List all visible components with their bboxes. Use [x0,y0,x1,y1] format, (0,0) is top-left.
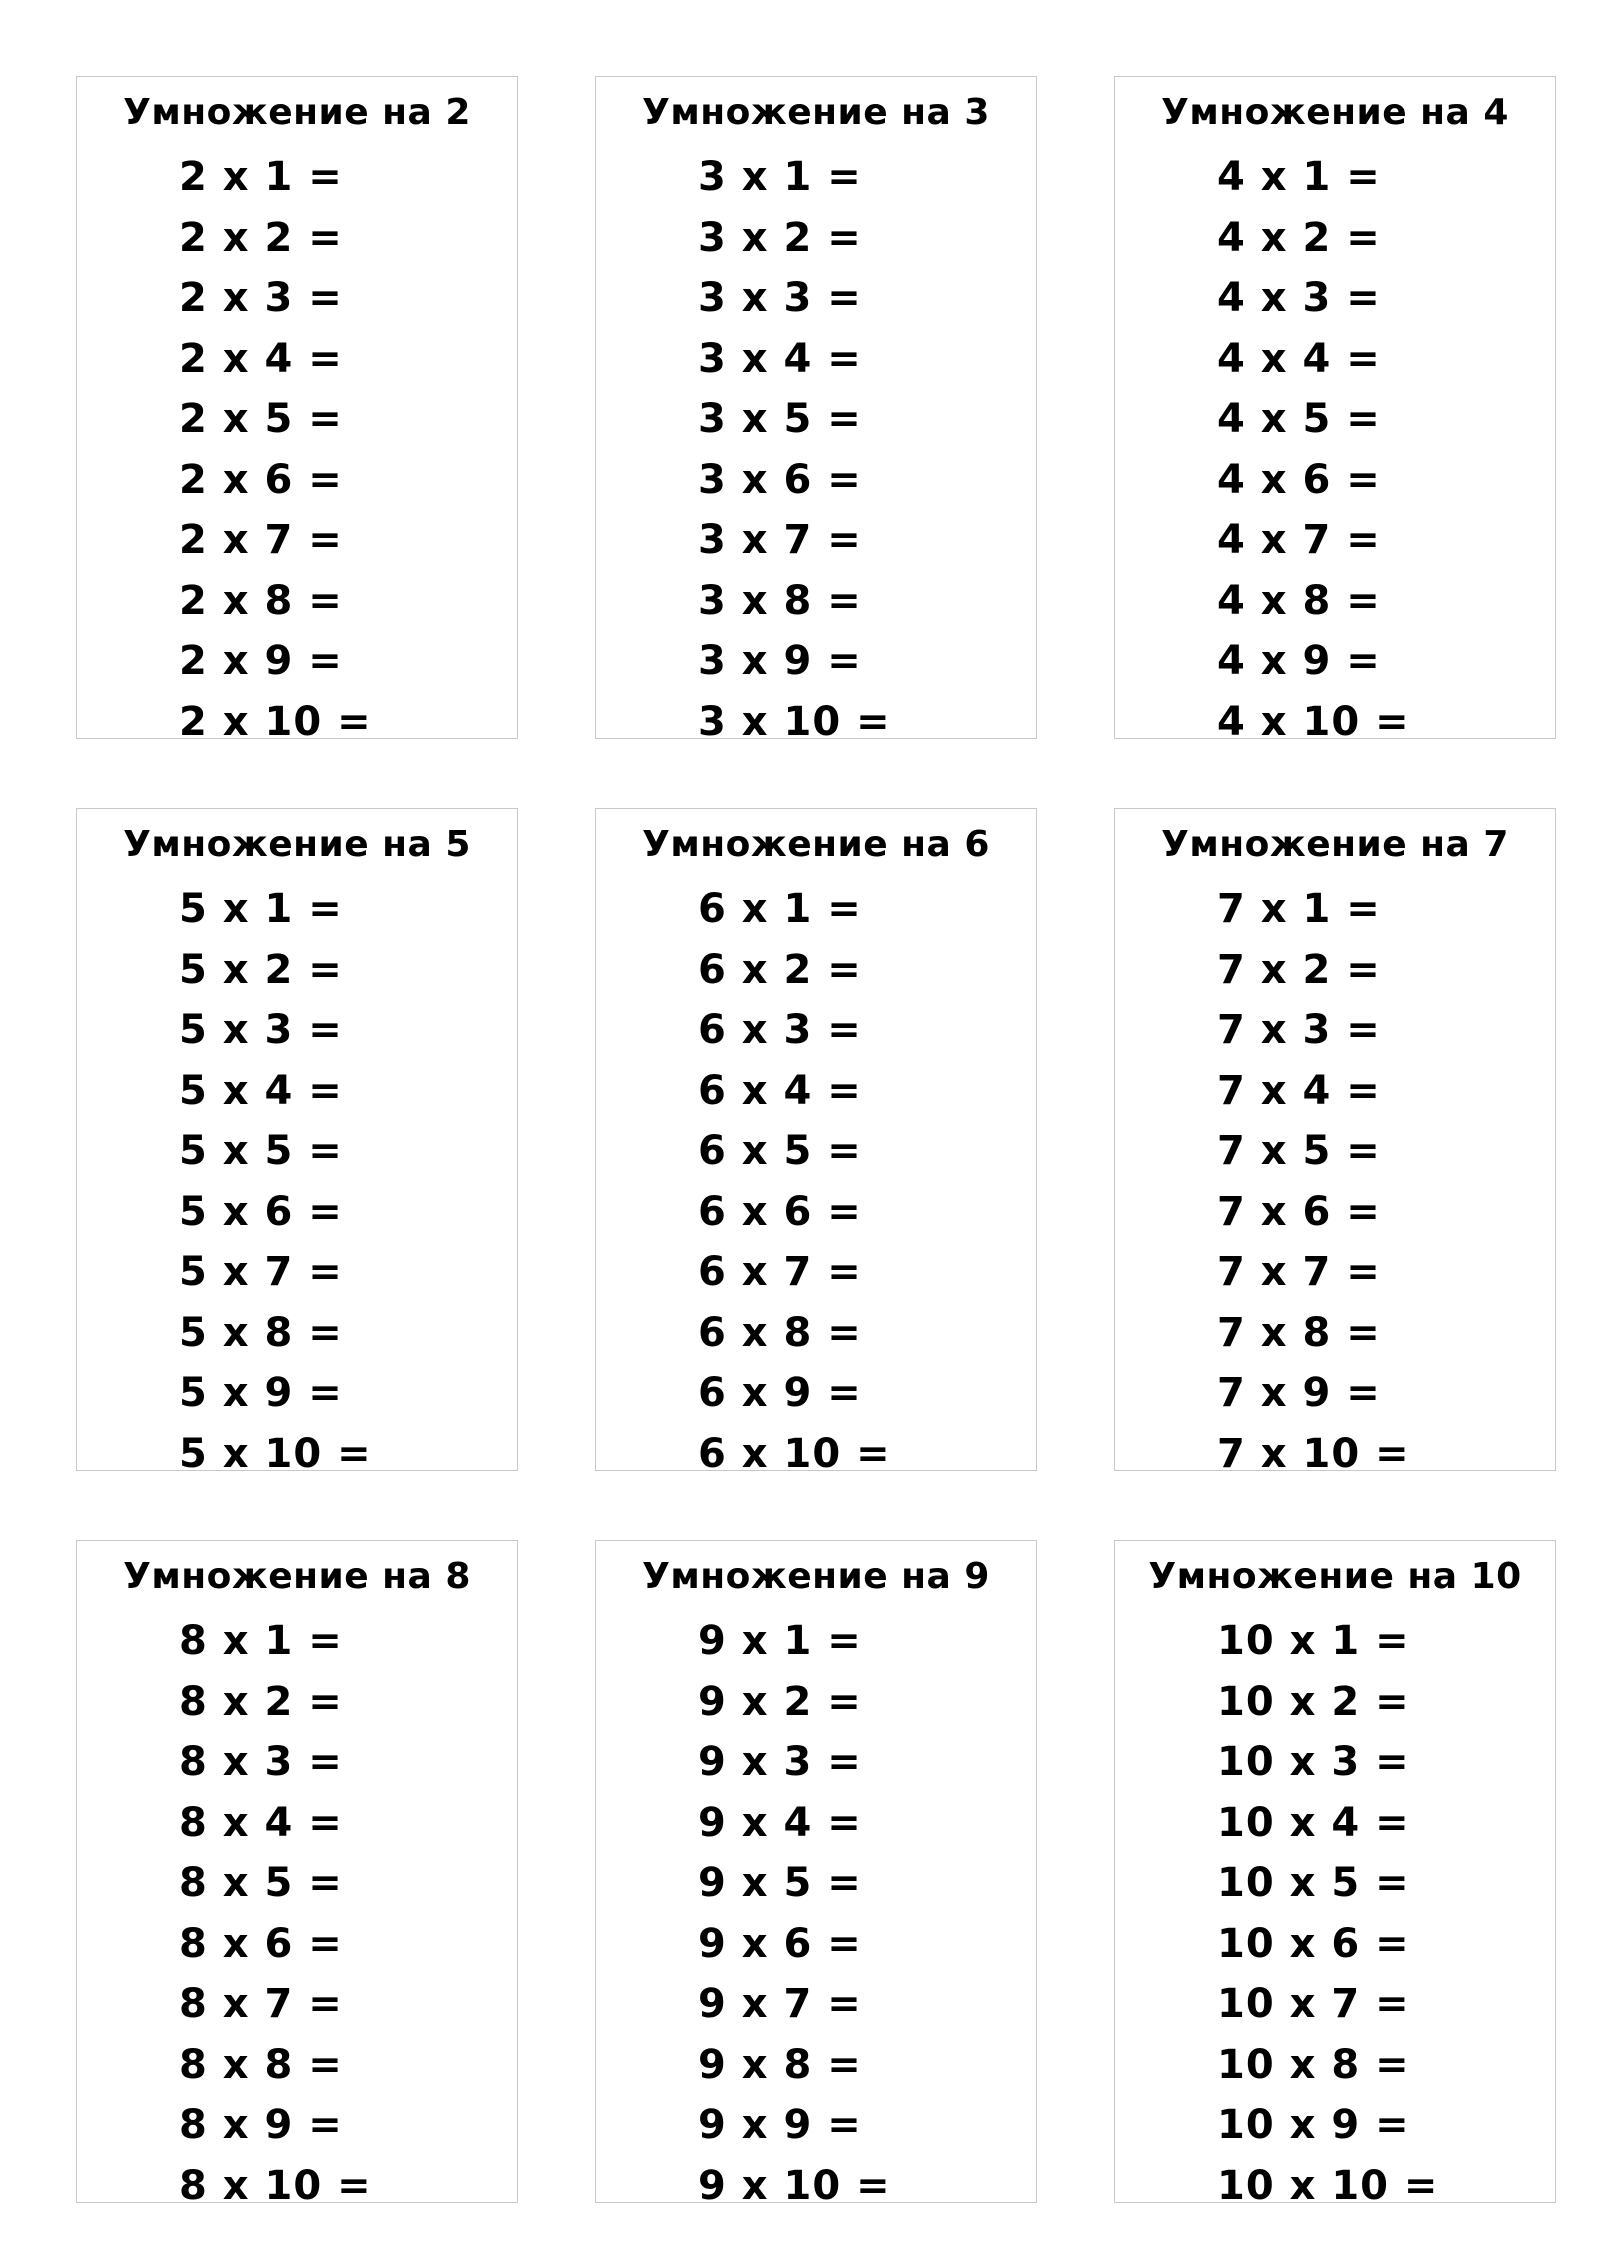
table-row: 2 x 3 = [179,275,343,321]
table-row: 2 x 8 = [179,577,343,624]
table-row: 8 x 3 = [179,1739,343,1785]
table-row: 9 x 1 = [698,1618,862,1664]
table-row: 8 x 7 = [179,1981,343,2027]
table-row: 7 x 7 = [1217,1249,1381,1295]
table-row: 4 x 9 = [1217,638,1381,684]
table-row: 4 x 8 = [1217,577,1381,624]
table-row: 7 x 1 = [1217,886,1381,932]
table-row: 5 x 3 = [179,1007,343,1053]
table-row: 4 x 10 = [1217,698,1410,745]
table-row: 5 x 1 = [179,886,343,932]
table-row: 4 x 3 = [1217,275,1381,321]
table-row: 3 x 1 = [698,154,862,200]
table-rows [698,147,891,752]
table-row: 7 x 6 = [1217,1188,1381,1235]
table-row: 2 x 4 = [179,335,343,382]
table-row: 2 x 7 = [179,517,343,563]
table-row: 3 x 9 = [698,638,862,684]
table-row: 6 x 7 = [698,1249,862,1295]
table-row: 7 x 8 = [1217,1309,1381,1356]
table-title: Умножение на 2 [123,92,471,133]
table-row: 4 x 5 = [1217,396,1381,442]
table-card-9 [595,1540,1037,2209]
table-row: 6 x 8 = [698,1309,862,1356]
table-row: 8 x 6 = [179,1920,343,1967]
table-row: 2 x 1 = [179,154,343,200]
table-row: 9 x 4 = [698,1799,862,1846]
table-row: 3 x 5 = [698,396,862,442]
table-row: 3 x 6 = [698,456,862,503]
table-row: 2 x 6 = [179,456,343,503]
table-row: 4 x 4 = [1217,335,1381,382]
table-row: 6 x 2 = [698,946,862,993]
table-row: 6 x 5 = [698,1128,862,1174]
table-row: 6 x 10 = [698,1430,891,1477]
table-card-8 [76,1540,518,2209]
table-row: 10 x 2 = [1217,1678,1410,1725]
table-card-7 [1114,808,1556,1477]
table-title: Умножение на 5 [123,824,471,865]
table-row: 8 x 8 = [179,2041,343,2088]
table-row: 5 x 6 = [179,1188,343,1235]
table-row: 2 x 10 = [179,698,372,745]
table-row: 10 x 4 = [1217,1799,1410,1846]
table-row: 7 x 2 = [1217,946,1381,993]
table-row: 4 x 7 = [1217,517,1381,563]
table-row: 6 x 6 = [698,1188,862,1235]
table-row: 9 x 6 = [698,1920,862,1967]
table-card-10 [1114,1540,1556,2209]
table-card-5 [76,808,518,1477]
table-rows [179,147,372,752]
table-row: 8 x 1 = [179,1618,343,1664]
table-card-6 [595,808,1037,1477]
table-title: Умножение на 9 [642,1556,990,1597]
table-row: 7 x 5 = [1217,1128,1381,1174]
table-row: 9 x 7 = [698,1981,862,2027]
table-title: Умножение на 8 [123,1556,471,1597]
table-row: 10 x 9 = [1217,2102,1410,2148]
table-rows [1217,147,1410,752]
table-row: 6 x 1 = [698,886,862,932]
table-row: 7 x 4 = [1217,1067,1381,1114]
table-rows [1217,879,1410,1484]
table-row: 9 x 8 = [698,2041,862,2088]
table-row: 7 x 3 = [1217,1007,1381,1053]
table-rows [698,1611,891,2216]
table-row: 3 x 3 = [698,275,862,321]
table-row: 7 x 9 = [1217,1370,1381,1416]
table-row: 8 x 10 = [179,2162,372,2209]
table-row: 9 x 9 = [698,2102,862,2148]
table-row: 2 x 9 = [179,638,343,684]
table-row: 5 x 8 = [179,1309,343,1356]
table-rows [179,879,372,1484]
table-row: 5 x 2 = [179,946,343,993]
table-row: 5 x 9 = [179,1370,343,1416]
table-row: 2 x 5 = [179,396,343,442]
table-title: Умножение на 6 [642,824,990,865]
table-row: 8 x 5 = [179,1860,343,1906]
table-row: 9 x 5 = [698,1860,862,1906]
table-row: 6 x 9 = [698,1370,862,1416]
table-card-3 [595,76,1037,745]
table-title: Умножение на 10 [1148,1556,1522,1597]
table-title: Умножение на 7 [1161,824,1509,865]
table-row: 8 x 4 = [179,1799,343,1846]
table-row: 2 x 2 = [179,214,343,261]
table-title: Умножение на 3 [642,92,990,133]
table-row: 10 x 6 = [1217,1920,1410,1967]
table-row: 3 x 4 = [698,335,862,382]
table-row: 7 x 10 = [1217,1430,1410,1477]
table-row: 5 x 10 = [179,1430,372,1477]
table-rows [1217,1611,1438,2216]
table-row: 10 x 5 = [1217,1860,1410,1906]
table-rows [698,879,891,1484]
table-row: 9 x 2 = [698,1678,862,1725]
table-row: 10 x 3 = [1217,1739,1410,1785]
table-row: 4 x 6 = [1217,456,1381,503]
table-row: 5 x 4 = [179,1067,343,1114]
table-row: 10 x 7 = [1217,1981,1410,2027]
table-row: 3 x 2 = [698,214,862,261]
table-row: 10 x 1 = [1217,1618,1410,1664]
table-title: Умножение на 4 [1161,92,1509,133]
table-card-4 [1114,76,1556,745]
table-row: 3 x 8 = [698,577,862,624]
table-row: 8 x 9 = [179,2102,343,2148]
table-row: 8 x 2 = [179,1678,343,1725]
table-row: 10 x 10 = [1217,2162,1439,2209]
table-row: 3 x 10 = [698,698,891,745]
table-card-2 [76,76,518,745]
table-row: 3 x 7 = [698,517,862,563]
table-row: 5 x 5 = [179,1128,343,1174]
table-row: 10 x 8 = [1217,2041,1410,2088]
table-row: 6 x 4 = [698,1067,862,1114]
table-row: 9 x 3 = [698,1739,862,1785]
table-row: 4 x 2 = [1217,214,1381,261]
table-row: 6 x 3 = [698,1007,862,1053]
table-row: 9 x 10 = [698,2162,891,2209]
table-row: 4 x 1 = [1217,154,1381,200]
table-rows [179,1611,372,2216]
table-row: 5 x 7 = [179,1249,343,1295]
